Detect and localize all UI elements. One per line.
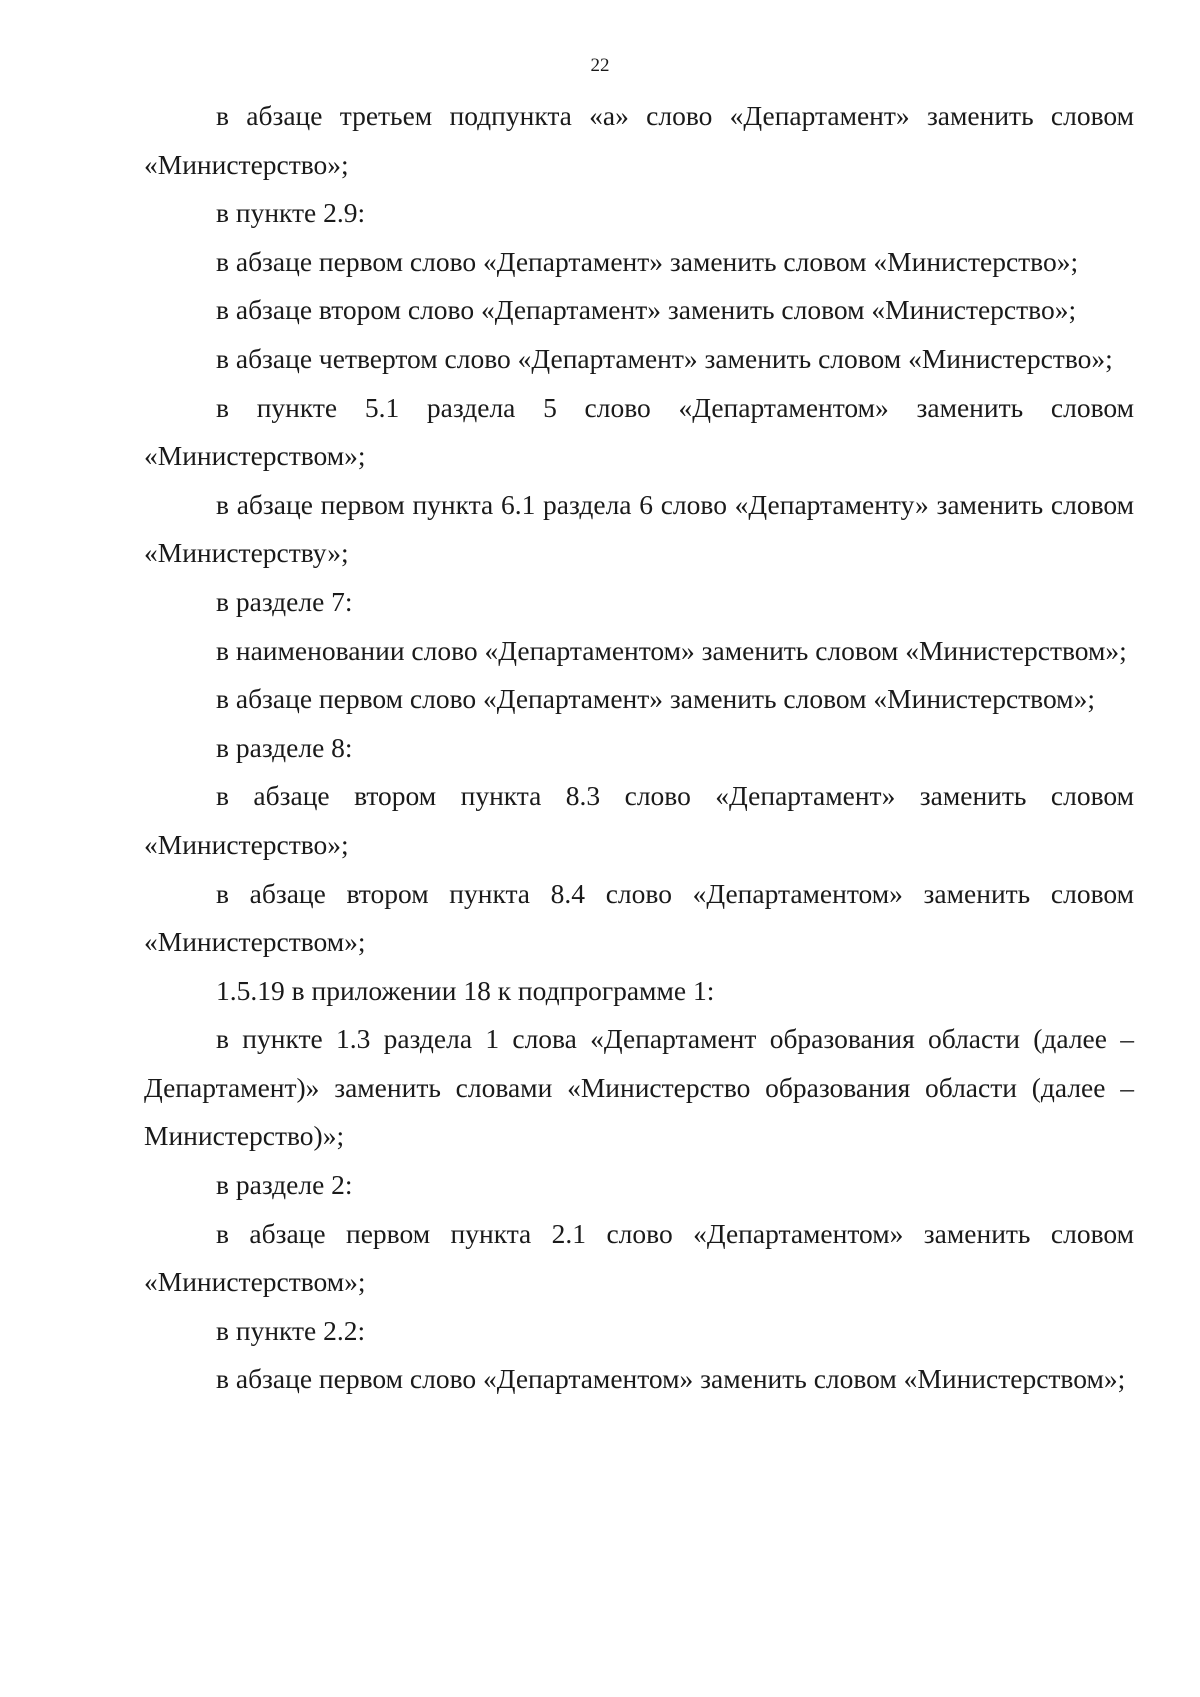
document-body bbox=[144, 92, 1134, 1404]
paragraph-2: в пункте 2.9: bbox=[216, 197, 366, 229]
paragraph-6: в пункте 5.1 раздела 5 слово «Департаментом» заменить словом «Министерством»; bbox=[144, 391, 1134, 472]
paragraph-3: в абзаце первом слово «Департамент» заменить словом «Министерство»; bbox=[216, 245, 1079, 277]
paragraph-15: в пункте 1.3 раздела 1 слова «Департамент образования области (далее – Департамент)» заменить словами «Министерство образования области (далее – Министерство)»; bbox=[144, 1023, 1134, 1152]
paragraph-8: в разделе 7: bbox=[216, 585, 353, 617]
paragraph-5: в абзаце четвертом слово «Департамент» заменить словом «Министерство»; bbox=[216, 342, 1113, 374]
paragraph-18: в пункте 2.2: bbox=[216, 1314, 366, 1346]
paragraph-11: в разделе 8: bbox=[216, 731, 353, 763]
paragraph-4: в абзаце втором слово «Департамент» заменить словом «Министерство»; bbox=[216, 294, 1077, 326]
paragraph-10: в абзаце первом слово «Департамент» заменить словом «Министерством»; bbox=[216, 683, 1095, 715]
paragraph-7: в абзаце первом пункта 6.1 раздела 6 слово «Департаменту» заменить словом «Министерству»; bbox=[144, 488, 1134, 569]
page-number: 22 bbox=[590, 55, 610, 76]
paragraph-17: в абзаце первом пункта 2.1 слово «Департаментом» заменить словом «Министерством»; bbox=[144, 1217, 1134, 1298]
paragraph-19: в абзаце первом слово «Департаментом» заменить словом «Министерством»; bbox=[216, 1363, 1126, 1395]
paragraph-14: 1.5.19 в приложении 18 к подпрограмме 1: bbox=[216, 974, 715, 1006]
paragraph-1: в абзаце третьем подпункта «а» слово «Департамент» заменить словом «Министерство»; bbox=[144, 100, 1134, 180]
paragraph-13: в абзаце втором пункта 8.4 слово «Департаментом» заменить словом «Министерством»; bbox=[144, 877, 1134, 958]
paragraph-12: в абзаце втором пункта 8.3 слово «Департамент» заменить словом «Министерство»; bbox=[144, 780, 1134, 860]
paragraph-16: в разделе 2: bbox=[216, 1169, 353, 1201]
paragraph-9: в наименовании слово «Департаментом» заменить словом «Министерством»; bbox=[216, 634, 1127, 666]
